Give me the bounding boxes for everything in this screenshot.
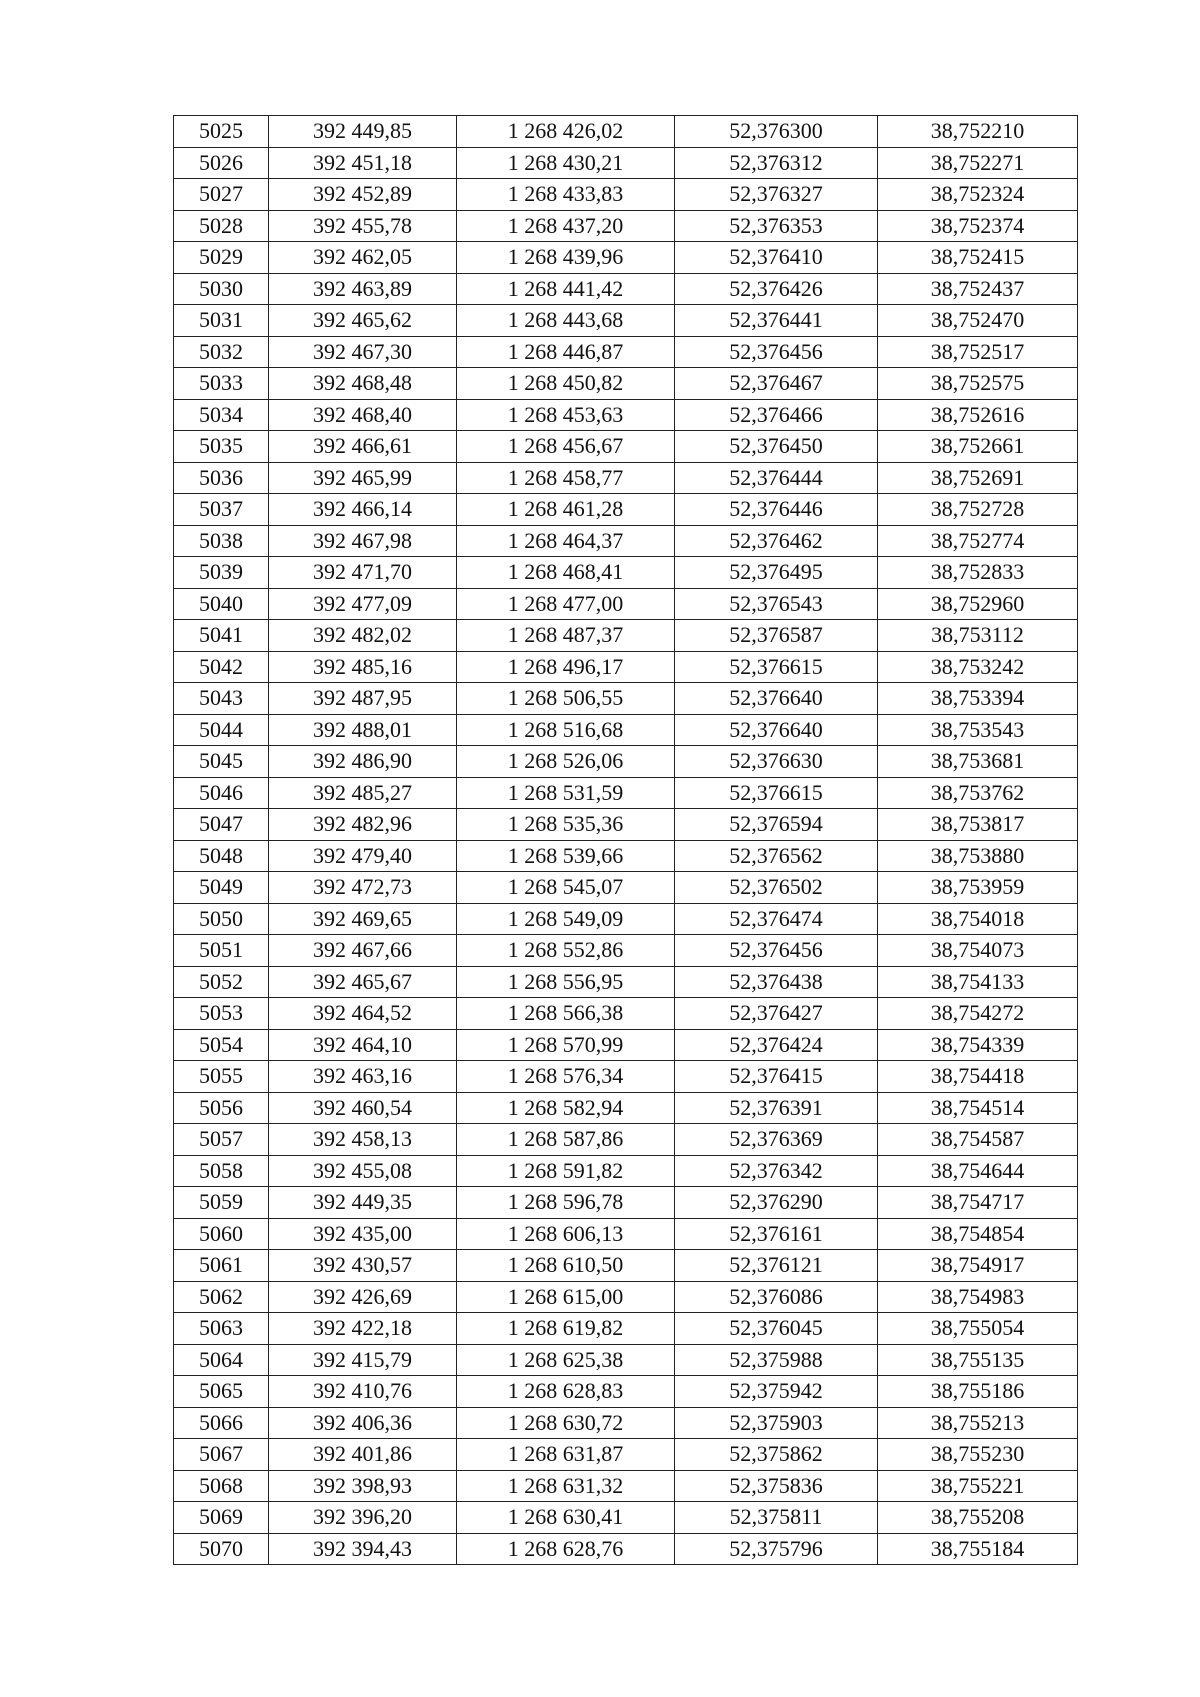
- latitude-cell: 52,376424: [675, 1029, 878, 1061]
- longitude-cell: 38,753817: [878, 809, 1078, 841]
- table-row: [174, 179, 1078, 211]
- latitude-cell: 52,375796: [675, 1533, 878, 1565]
- latitude-cell: 52,376456: [675, 935, 878, 967]
- table-row: [174, 683, 1078, 715]
- table-row: [174, 1344, 1078, 1376]
- latitude-cell: 52,376290: [675, 1187, 878, 1219]
- x-coordinate-cell: 392 394,43: [269, 1533, 457, 1565]
- latitude-cell: 52,376640: [675, 714, 878, 746]
- latitude-cell: 52,376495: [675, 557, 878, 589]
- table-row: [174, 1124, 1078, 1156]
- table-row: [174, 147, 1078, 179]
- longitude-cell: 38,754587: [878, 1124, 1078, 1156]
- longitude-cell: 38,754272: [878, 998, 1078, 1030]
- table-row: [174, 1218, 1078, 1250]
- latitude-cell: 52,375811: [675, 1502, 878, 1534]
- y-coordinate-cell: 1 268 453,63: [457, 399, 675, 431]
- longitude-cell: 38,755184: [878, 1533, 1078, 1565]
- longitude-cell: 38,752374: [878, 210, 1078, 242]
- y-coordinate-cell: 1 268 456,67: [457, 431, 675, 463]
- point-number-cell: 5070: [174, 1533, 269, 1565]
- y-coordinate-cell: 1 268 439,96: [457, 242, 675, 274]
- point-number-cell: 5049: [174, 872, 269, 904]
- table-row: [174, 1376, 1078, 1408]
- latitude-cell: 52,376410: [675, 242, 878, 274]
- y-coordinate-cell: 1 268 549,09: [457, 903, 675, 935]
- latitude-cell: 52,376450: [675, 431, 878, 463]
- latitude-cell: 52,376045: [675, 1313, 878, 1345]
- y-coordinate-cell: 1 268 446,87: [457, 336, 675, 368]
- latitude-cell: 52,376594: [675, 809, 878, 841]
- table-row: [174, 966, 1078, 998]
- y-coordinate-cell: 1 268 526,06: [457, 746, 675, 778]
- latitude-cell: 52,376543: [675, 588, 878, 620]
- latitude-cell: 52,376161: [675, 1218, 878, 1250]
- x-coordinate-cell: 392 482,96: [269, 809, 457, 841]
- longitude-cell: 38,754339: [878, 1029, 1078, 1061]
- y-coordinate-cell: 1 268 596,78: [457, 1187, 675, 1219]
- x-coordinate-cell: 392 464,52: [269, 998, 457, 1030]
- y-coordinate-cell: 1 268 496,17: [457, 651, 675, 683]
- point-number-cell: 5039: [174, 557, 269, 589]
- longitude-cell: 38,753762: [878, 777, 1078, 809]
- point-number-cell: 5066: [174, 1407, 269, 1439]
- longitude-cell: 38,755054: [878, 1313, 1078, 1345]
- point-number-cell: 5047: [174, 809, 269, 841]
- x-coordinate-cell: 392 401,86: [269, 1439, 457, 1471]
- point-number-cell: 5027: [174, 179, 269, 211]
- point-number-cell: 5037: [174, 494, 269, 526]
- x-coordinate-cell: 392 466,61: [269, 431, 457, 463]
- table-row: [174, 714, 1078, 746]
- table-row: [174, 462, 1078, 494]
- x-coordinate-cell: 392 469,65: [269, 903, 457, 935]
- table-row: [174, 1250, 1078, 1282]
- x-coordinate-cell: 392 463,89: [269, 273, 457, 305]
- y-coordinate-cell: 1 268 477,00: [457, 588, 675, 620]
- x-coordinate-cell: 392 465,99: [269, 462, 457, 494]
- y-coordinate-cell: 1 268 576,34: [457, 1061, 675, 1093]
- x-coordinate-cell: 392 488,01: [269, 714, 457, 746]
- x-coordinate-cell: 392 422,18: [269, 1313, 457, 1345]
- point-number-cell: 5045: [174, 746, 269, 778]
- latitude-cell: 52,376474: [675, 903, 878, 935]
- longitude-cell: 38,754717: [878, 1187, 1078, 1219]
- point-number-cell: 5034: [174, 399, 269, 431]
- point-number-cell: 5028: [174, 210, 269, 242]
- x-coordinate-cell: 392 460,54: [269, 1092, 457, 1124]
- y-coordinate-cell: 1 268 506,55: [457, 683, 675, 715]
- y-coordinate-cell: 1 268 566,38: [457, 998, 675, 1030]
- x-coordinate-cell: 392 435,00: [269, 1218, 457, 1250]
- longitude-cell: 38,754917: [878, 1250, 1078, 1282]
- y-coordinate-cell: 1 268 437,20: [457, 210, 675, 242]
- table-row: [174, 431, 1078, 463]
- point-number-cell: 5031: [174, 305, 269, 337]
- latitude-cell: 52,376438: [675, 966, 878, 998]
- longitude-cell: 38,752271: [878, 147, 1078, 179]
- y-coordinate-cell: 1 268 556,95: [457, 966, 675, 998]
- table-row: [174, 1061, 1078, 1093]
- latitude-cell: 52,376640: [675, 683, 878, 715]
- y-coordinate-cell: 1 268 619,82: [457, 1313, 675, 1345]
- point-number-cell: 5025: [174, 116, 269, 148]
- longitude-cell: 38,752616: [878, 399, 1078, 431]
- longitude-cell: 38,752210: [878, 116, 1078, 148]
- table-row: [174, 305, 1078, 337]
- x-coordinate-cell: 392 455,78: [269, 210, 457, 242]
- point-number-cell: 5067: [174, 1439, 269, 1471]
- x-coordinate-cell: 392 458,13: [269, 1124, 457, 1156]
- point-number-cell: 5063: [174, 1313, 269, 1345]
- x-coordinate-cell: 392 471,70: [269, 557, 457, 589]
- latitude-cell: 52,376462: [675, 525, 878, 557]
- y-coordinate-cell: 1 268 426,02: [457, 116, 675, 148]
- point-number-cell: 5032: [174, 336, 269, 368]
- point-number-cell: 5069: [174, 1502, 269, 1534]
- longitude-cell: 38,755230: [878, 1439, 1078, 1471]
- latitude-cell: 52,376615: [675, 777, 878, 809]
- longitude-cell: 38,752324: [878, 179, 1078, 211]
- table-row: [174, 1439, 1078, 1471]
- longitude-cell: 38,755208: [878, 1502, 1078, 1534]
- latitude-cell: 52,376426: [675, 273, 878, 305]
- table-row: [174, 336, 1078, 368]
- table-row: [174, 1470, 1078, 1502]
- y-coordinate-cell: 1 268 545,07: [457, 872, 675, 904]
- longitude-cell: 38,754418: [878, 1061, 1078, 1093]
- latitude-cell: 52,376353: [675, 210, 878, 242]
- point-number-cell: 5051: [174, 935, 269, 967]
- x-coordinate-cell: 392 465,67: [269, 966, 457, 998]
- point-number-cell: 5053: [174, 998, 269, 1030]
- point-number-cell: 5068: [174, 1470, 269, 1502]
- longitude-cell: 38,752728: [878, 494, 1078, 526]
- longitude-cell: 38,754133: [878, 966, 1078, 998]
- latitude-cell: 52,375903: [675, 1407, 878, 1439]
- table-row: [174, 273, 1078, 305]
- coordinates-table: [173, 115, 1078, 1565]
- longitude-cell: 38,752517: [878, 336, 1078, 368]
- table-row: [174, 998, 1078, 1030]
- x-coordinate-cell: 392 482,02: [269, 620, 457, 652]
- y-coordinate-cell: 1 268 535,36: [457, 809, 675, 841]
- y-coordinate-cell: 1 268 552,86: [457, 935, 675, 967]
- x-coordinate-cell: 392 430,57: [269, 1250, 457, 1282]
- point-number-cell: 5035: [174, 431, 269, 463]
- latitude-cell: 52,375942: [675, 1376, 878, 1408]
- y-coordinate-cell: 1 268 531,59: [457, 777, 675, 809]
- y-coordinate-cell: 1 268 631,32: [457, 1470, 675, 1502]
- x-coordinate-cell: 392 462,05: [269, 242, 457, 274]
- longitude-cell: 38,753112: [878, 620, 1078, 652]
- table-row: [174, 746, 1078, 778]
- latitude-cell: 52,376391: [675, 1092, 878, 1124]
- x-coordinate-cell: 392 487,95: [269, 683, 457, 715]
- latitude-cell: 52,376441: [675, 305, 878, 337]
- point-number-cell: 5056: [174, 1092, 269, 1124]
- point-number-cell: 5030: [174, 273, 269, 305]
- y-coordinate-cell: 1 268 461,28: [457, 494, 675, 526]
- y-coordinate-cell: 1 268 582,94: [457, 1092, 675, 1124]
- y-coordinate-cell: 1 268 630,72: [457, 1407, 675, 1439]
- x-coordinate-cell: 392 467,30: [269, 336, 457, 368]
- latitude-cell: 52,376446: [675, 494, 878, 526]
- longitude-cell: 38,753681: [878, 746, 1078, 778]
- latitude-cell: 52,376587: [675, 620, 878, 652]
- point-number-cell: 5040: [174, 588, 269, 620]
- point-number-cell: 5061: [174, 1250, 269, 1282]
- x-coordinate-cell: 392 485,16: [269, 651, 457, 683]
- table-row: [174, 935, 1078, 967]
- x-coordinate-cell: 392 396,20: [269, 1502, 457, 1534]
- point-number-cell: 5046: [174, 777, 269, 809]
- table-row: [174, 1407, 1078, 1439]
- longitude-cell: 38,753242: [878, 651, 1078, 683]
- point-number-cell: 5064: [174, 1344, 269, 1376]
- latitude-cell: 52,376086: [675, 1281, 878, 1313]
- latitude-cell: 52,376369: [675, 1124, 878, 1156]
- x-coordinate-cell: 392 415,79: [269, 1344, 457, 1376]
- point-number-cell: 5048: [174, 840, 269, 872]
- y-coordinate-cell: 1 268 615,00: [457, 1281, 675, 1313]
- table-row: [174, 777, 1078, 809]
- point-number-cell: 5044: [174, 714, 269, 746]
- table-row: [174, 116, 1078, 148]
- longitude-cell: 38,752691: [878, 462, 1078, 494]
- point-number-cell: 5041: [174, 620, 269, 652]
- latitude-cell: 52,376562: [675, 840, 878, 872]
- y-coordinate-cell: 1 268 610,50: [457, 1250, 675, 1282]
- point-number-cell: 5062: [174, 1281, 269, 1313]
- x-coordinate-cell: 392 465,62: [269, 305, 457, 337]
- table-row: [174, 1533, 1078, 1565]
- longitude-cell: 38,754854: [878, 1218, 1078, 1250]
- x-coordinate-cell: 392 410,76: [269, 1376, 457, 1408]
- latitude-cell: 52,376427: [675, 998, 878, 1030]
- longitude-cell: 38,753394: [878, 683, 1078, 715]
- latitude-cell: 52,376444: [675, 462, 878, 494]
- table-row: [174, 651, 1078, 683]
- table-row: [174, 525, 1078, 557]
- y-coordinate-cell: 1 268 606,13: [457, 1218, 675, 1250]
- y-coordinate-cell: 1 268 487,37: [457, 620, 675, 652]
- point-number-cell: 5038: [174, 525, 269, 557]
- longitude-cell: 38,752575: [878, 368, 1078, 400]
- x-coordinate-cell: 392 486,90: [269, 746, 457, 778]
- longitude-cell: 38,755221: [878, 1470, 1078, 1502]
- latitude-cell: 52,376300: [675, 116, 878, 148]
- longitude-cell: 38,752661: [878, 431, 1078, 463]
- table-row: [174, 872, 1078, 904]
- table-row: [174, 1187, 1078, 1219]
- longitude-cell: 38,752415: [878, 242, 1078, 274]
- table-row: [174, 620, 1078, 652]
- longitude-cell: 38,752437: [878, 273, 1078, 305]
- x-coordinate-cell: 392 468,40: [269, 399, 457, 431]
- latitude-cell: 52,376312: [675, 147, 878, 179]
- point-number-cell: 5058: [174, 1155, 269, 1187]
- table-row: [174, 1313, 1078, 1345]
- y-coordinate-cell: 1 268 443,68: [457, 305, 675, 337]
- x-coordinate-cell: 392 406,36: [269, 1407, 457, 1439]
- table-row: [174, 1281, 1078, 1313]
- table-row: [174, 557, 1078, 589]
- longitude-cell: 38,754514: [878, 1092, 1078, 1124]
- point-number-cell: 5026: [174, 147, 269, 179]
- point-number-cell: 5036: [174, 462, 269, 494]
- x-coordinate-cell: 392 466,14: [269, 494, 457, 526]
- table-row: [174, 494, 1078, 526]
- latitude-cell: 52,376502: [675, 872, 878, 904]
- latitude-cell: 52,376121: [675, 1250, 878, 1282]
- x-coordinate-cell: 392 485,27: [269, 777, 457, 809]
- y-coordinate-cell: 1 268 631,87: [457, 1439, 675, 1471]
- latitude-cell: 52,375862: [675, 1439, 878, 1471]
- table-row: [174, 1155, 1078, 1187]
- x-coordinate-cell: 392 467,66: [269, 935, 457, 967]
- x-coordinate-cell: 392 468,48: [269, 368, 457, 400]
- point-number-cell: 5054: [174, 1029, 269, 1061]
- x-coordinate-cell: 392 463,16: [269, 1061, 457, 1093]
- latitude-cell: 52,376342: [675, 1155, 878, 1187]
- y-coordinate-cell: 1 268 458,77: [457, 462, 675, 494]
- latitude-cell: 52,376615: [675, 651, 878, 683]
- y-coordinate-cell: 1 268 625,38: [457, 1344, 675, 1376]
- latitude-cell: 52,376466: [675, 399, 878, 431]
- point-number-cell: 5050: [174, 903, 269, 935]
- y-coordinate-cell: 1 268 516,68: [457, 714, 675, 746]
- y-coordinate-cell: 1 268 464,37: [457, 525, 675, 557]
- y-coordinate-cell: 1 268 441,42: [457, 273, 675, 305]
- point-number-cell: 5042: [174, 651, 269, 683]
- y-coordinate-cell: 1 268 430,21: [457, 147, 675, 179]
- latitude-cell: 52,376327: [675, 179, 878, 211]
- table-row: [174, 588, 1078, 620]
- longitude-cell: 38,752960: [878, 588, 1078, 620]
- longitude-cell: 38,752470: [878, 305, 1078, 337]
- x-coordinate-cell: 392 477,09: [269, 588, 457, 620]
- x-coordinate-cell: 392 472,73: [269, 872, 457, 904]
- x-coordinate-cell: 392 451,18: [269, 147, 457, 179]
- y-coordinate-cell: 1 268 587,86: [457, 1124, 675, 1156]
- table-row: [174, 242, 1078, 274]
- y-coordinate-cell: 1 268 570,99: [457, 1029, 675, 1061]
- x-coordinate-cell: 392 467,98: [269, 525, 457, 557]
- x-coordinate-cell: 392 426,69: [269, 1281, 457, 1313]
- y-coordinate-cell: 1 268 468,41: [457, 557, 675, 589]
- longitude-cell: 38,755213: [878, 1407, 1078, 1439]
- x-coordinate-cell: 392 455,08: [269, 1155, 457, 1187]
- x-coordinate-cell: 392 452,89: [269, 179, 457, 211]
- coordinates-table-body: [174, 116, 1078, 1565]
- point-number-cell: 5060: [174, 1218, 269, 1250]
- point-number-cell: 5065: [174, 1376, 269, 1408]
- y-coordinate-cell: 1 268 433,83: [457, 179, 675, 211]
- longitude-cell: 38,754018: [878, 903, 1078, 935]
- longitude-cell: 38,753880: [878, 840, 1078, 872]
- x-coordinate-cell: 392 449,85: [269, 116, 457, 148]
- latitude-cell: 52,375988: [675, 1344, 878, 1376]
- longitude-cell: 38,755186: [878, 1376, 1078, 1408]
- y-coordinate-cell: 1 268 628,76: [457, 1533, 675, 1565]
- table-row: [174, 399, 1078, 431]
- point-number-cell: 5043: [174, 683, 269, 715]
- longitude-cell: 38,754983: [878, 1281, 1078, 1313]
- table-row: [174, 1502, 1078, 1534]
- table-row: [174, 903, 1078, 935]
- x-coordinate-cell: 392 449,35: [269, 1187, 457, 1219]
- y-coordinate-cell: 1 268 591,82: [457, 1155, 675, 1187]
- latitude-cell: 52,376630: [675, 746, 878, 778]
- point-number-cell: 5033: [174, 368, 269, 400]
- point-number-cell: 5055: [174, 1061, 269, 1093]
- latitude-cell: 52,376415: [675, 1061, 878, 1093]
- y-coordinate-cell: 1 268 628,83: [457, 1376, 675, 1408]
- point-number-cell: 5029: [174, 242, 269, 274]
- longitude-cell: 38,754644: [878, 1155, 1078, 1187]
- x-coordinate-cell: 392 398,93: [269, 1470, 457, 1502]
- point-number-cell: 5057: [174, 1124, 269, 1156]
- point-number-cell: 5059: [174, 1187, 269, 1219]
- latitude-cell: 52,376467: [675, 368, 878, 400]
- latitude-cell: 52,376456: [675, 336, 878, 368]
- table-row: [174, 840, 1078, 872]
- table-row: [174, 368, 1078, 400]
- table-row: [174, 210, 1078, 242]
- longitude-cell: 38,754073: [878, 935, 1078, 967]
- table-row: [174, 809, 1078, 841]
- point-number-cell: 5052: [174, 966, 269, 998]
- longitude-cell: 38,752833: [878, 557, 1078, 589]
- y-coordinate-cell: 1 268 450,82: [457, 368, 675, 400]
- longitude-cell: 38,755135: [878, 1344, 1078, 1376]
- y-coordinate-cell: 1 268 539,66: [457, 840, 675, 872]
- x-coordinate-cell: 392 464,10: [269, 1029, 457, 1061]
- table-row: [174, 1029, 1078, 1061]
- x-coordinate-cell: 392 479,40: [269, 840, 457, 872]
- table-row: [174, 1092, 1078, 1124]
- longitude-cell: 38,753959: [878, 872, 1078, 904]
- longitude-cell: 38,752774: [878, 525, 1078, 557]
- latitude-cell: 52,375836: [675, 1470, 878, 1502]
- longitude-cell: 38,753543: [878, 714, 1078, 746]
- y-coordinate-cell: 1 268 630,41: [457, 1502, 675, 1534]
